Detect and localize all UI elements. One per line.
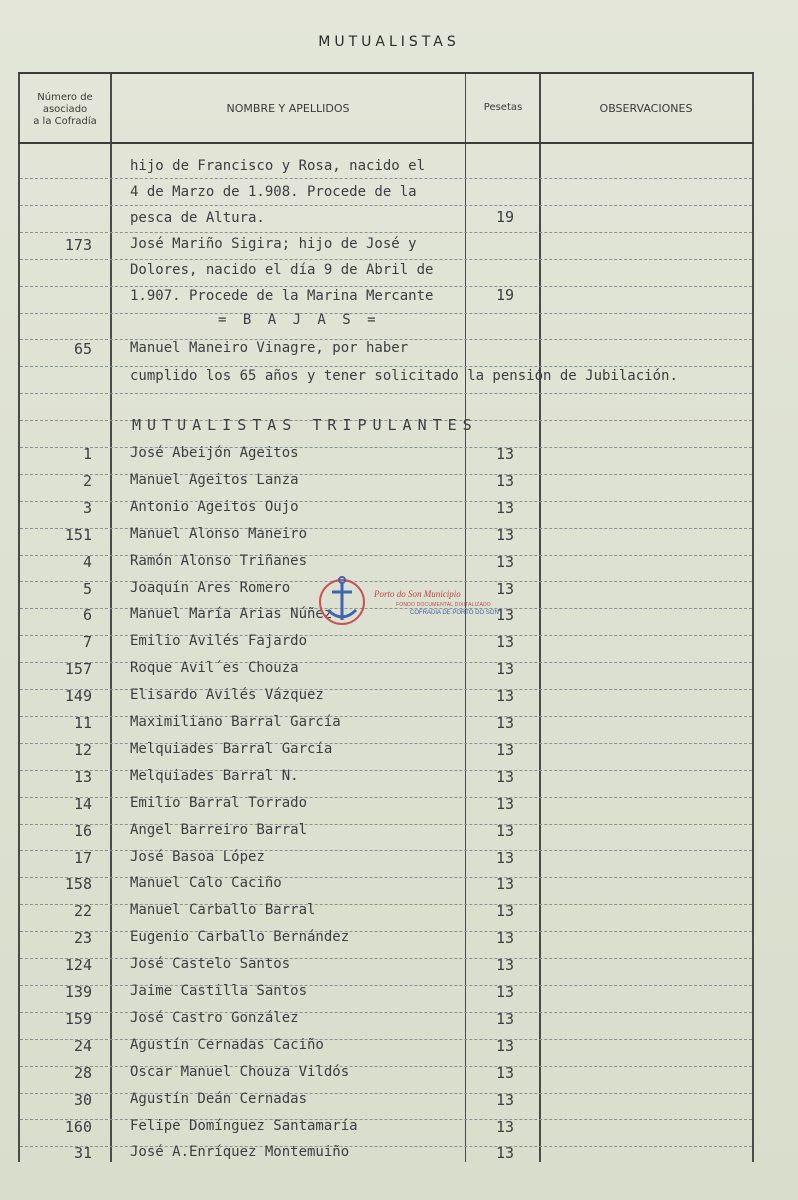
member-name: Felipe Domínguez Santamaría [130, 1117, 358, 1134]
table-row [0, 981, 798, 1008]
member-pesetas: 13 [495, 1144, 515, 1163]
header-number-line3: a la Cofradía [33, 116, 97, 127]
bajas-heading: = B A J A S = [218, 312, 380, 328]
baja-line: cumplido los 65 años y tener solicitado la pensión de Jubilación. [130, 368, 678, 384]
member-number: 12 [73, 740, 92, 759]
member-name: José Basoa López [130, 848, 265, 865]
continuation-pesetas: 19 [495, 208, 515, 226]
member-name: Oscar Manuel Chouza Vildós [130, 1063, 350, 1080]
member-number: 151 [64, 525, 92, 544]
table-row [0, 470, 798, 497]
table-row [0, 847, 798, 874]
table-row [0, 1116, 798, 1143]
member-number: 24 [73, 1036, 92, 1055]
member-number: 139 [64, 983, 92, 1001]
member-pesetas: 13 [495, 1117, 515, 1136]
member-name: Manuel Carballo Barral [130, 902, 316, 919]
member-pesetas: 13 [495, 902, 515, 921]
member-pesetas: 13 [495, 1009, 515, 1028]
member-number: 30 [73, 1090, 92, 1109]
member-pesetas: 13 [495, 1036, 515, 1055]
table-row [0, 793, 798, 820]
table-row [0, 766, 798, 793]
table-row [0, 524, 798, 551]
member-number: 149 [64, 687, 92, 706]
member-pesetas: 13 [495, 983, 515, 1001]
member-pesetas: 13 [495, 821, 515, 840]
member-pesetas: 13 [495, 1063, 515, 1082]
member-name: Agustín Deán Cernadas [130, 1090, 308, 1107]
member-name: Roque Avil´es Chouza [130, 660, 299, 677]
member-number: 5 [82, 579, 92, 598]
ruled-line [20, 286, 752, 287]
member-pesetas: 13 [495, 552, 515, 571]
member-name: José Abeijón Ageitos [130, 445, 299, 461]
table-row [0, 658, 798, 685]
member-name: Joaquín Ares Romero [130, 579, 291, 596]
member-number: 158 [64, 875, 92, 894]
page-title: MUTUALISTAS [318, 34, 460, 50]
ruled-line [20, 232, 752, 233]
ruled-line [20, 313, 752, 314]
member-name: Manuel María Arias Núñez [130, 606, 333, 623]
ruled-line [20, 393, 752, 394]
member-name: Antonio Ageitos Oujo [130, 498, 299, 515]
header-number-line2: asociado [42, 104, 88, 115]
stamp-text: Porto do Son Municipio [374, 589, 461, 599]
continuation-line: pesca de Altura. [130, 210, 265, 226]
table-row [0, 820, 798, 847]
table-row [0, 1008, 798, 1035]
baja-line: Manuel Maneiro Vinagre, por haber [130, 340, 409, 356]
archive-stamp [318, 560, 508, 640]
member-pesetas: 13 [495, 471, 515, 490]
table-row [0, 873, 798, 900]
member-name: Elisardo Avilés Vázquez [130, 687, 324, 704]
member-number: 23 [73, 929, 92, 948]
ruled-line [20, 178, 752, 179]
member-number: 157 [64, 660, 92, 679]
stamp-text: COFRADIA DE PORTO DO SON [410, 610, 499, 616]
header-pesetas: Pesetas [483, 102, 523, 113]
table-row [0, 1062, 798, 1089]
member-name: José A.Enríquez Montemuiño [130, 1144, 350, 1161]
header-bottom-border [18, 142, 754, 144]
table-row [0, 497, 798, 524]
member-pesetas: 13 [495, 498, 515, 517]
table-row [0, 900, 798, 927]
member-pesetas: 13 [495, 794, 515, 813]
table-top-border [18, 72, 754, 74]
member-name: José Castro González [130, 1009, 299, 1026]
member-name: Manuel Alonso Maneiro [130, 525, 308, 542]
table-row [0, 712, 798, 739]
member-name: Agustín Cernadas Caciño [130, 1036, 324, 1053]
member-number: 11 [73, 714, 92, 732]
table-row [0, 927, 798, 954]
member-name: José Castelo Santos [130, 956, 291, 973]
member-pesetas: 13 [495, 660, 515, 679]
member-number: 13 [73, 767, 92, 786]
member-number: 4 [82, 552, 92, 571]
member-pesetas: 13 [495, 875, 515, 894]
member-name: Ramón Alonso Triñanes [130, 552, 308, 569]
member-pesetas: 13 [495, 687, 515, 706]
table-row [0, 954, 798, 981]
entry-173-line: José Mariño Sigira; hijo de José y [130, 236, 417, 252]
member-number: 28 [73, 1063, 92, 1082]
ruled-line [20, 205, 752, 206]
member-number: 7 [82, 633, 92, 652]
member-number: 160 [64, 1117, 92, 1136]
member-name: Melquiades Barral N. [130, 767, 299, 784]
table-row [0, 739, 798, 766]
entry-173-pesetas: 19 [495, 286, 515, 304]
header-number-line1: Número de [37, 92, 93, 103]
table-row [0, 685, 798, 712]
member-number: 2 [82, 471, 92, 490]
member-number: 22 [73, 902, 92, 921]
member-name: Melquiades Barral García [130, 740, 333, 757]
member-name: Maximiliano Barral García [130, 714, 341, 730]
section-heading: MUTUALISTAS TRIPULANTES [132, 416, 478, 434]
member-number: 1 [82, 445, 92, 463]
member-number: 6 [82, 606, 92, 625]
stamp-text: FONDO DOCUMENTAL DIXITALIZADO [396, 602, 491, 608]
table-row [0, 443, 798, 470]
member-number: 31 [73, 1144, 92, 1163]
entry-173-line: Dolores, nacido el día 9 de Abril de [130, 262, 434, 278]
member-pesetas: 13 [495, 767, 515, 786]
member-number: 159 [64, 1009, 92, 1028]
member-name: Emilio Barral Torrado [130, 794, 308, 811]
member-number: 124 [64, 956, 92, 975]
member-pesetas: 13 [495, 848, 515, 867]
member-pesetas: 13 [495, 445, 515, 463]
member-name: Manuel Calo Caciño [130, 875, 282, 892]
member-pesetas: 13 [495, 1090, 515, 1109]
member-pesetas: 13 [495, 633, 515, 652]
table-row [0, 1035, 798, 1062]
member-name: Eugenio Carballo Bernández [130, 929, 350, 946]
table-row [0, 1142, 798, 1169]
member-name: Manuel Ageitos Lanza [130, 471, 299, 488]
member-pesetas: 13 [495, 956, 515, 975]
member-name: Angel Barreiro Barral [130, 821, 308, 838]
member-pesetas: 13 [495, 606, 515, 625]
member-number: 3 [82, 498, 92, 517]
member-pesetas: 13 [495, 929, 515, 948]
member-name: Jaime Castilla Santos [130, 983, 308, 999]
member-number: 17 [73, 848, 92, 867]
baja-number: 65 [73, 340, 92, 358]
ruled-line [20, 366, 752, 367]
entry-173-line: 1.907. Procede de la Marina Mercante [130, 288, 434, 304]
continuation-line: 4 de Marzo de 1.908. Procede de la [130, 184, 417, 200]
entry-173-number: 173 [64, 236, 92, 254]
member-pesetas: 13 [495, 525, 515, 544]
member-pesetas: 13 [495, 579, 515, 598]
header-number [22, 92, 108, 128]
member-pesetas: 13 [495, 740, 515, 759]
member-number: 14 [73, 794, 92, 813]
ruled-line [20, 259, 752, 260]
header-name: NOMBRE Y APELLIDOS [226, 102, 350, 115]
table-row [0, 1089, 798, 1116]
member-pesetas: 13 [495, 714, 515, 732]
member-number: 16 [73, 821, 92, 840]
continuation-line: hijo de Francisco y Rosa, nacido el [130, 158, 426, 174]
header-observations: OBSERVACIONES [599, 102, 693, 115]
member-name: Emilio Avilés Fajardo [130, 633, 308, 650]
